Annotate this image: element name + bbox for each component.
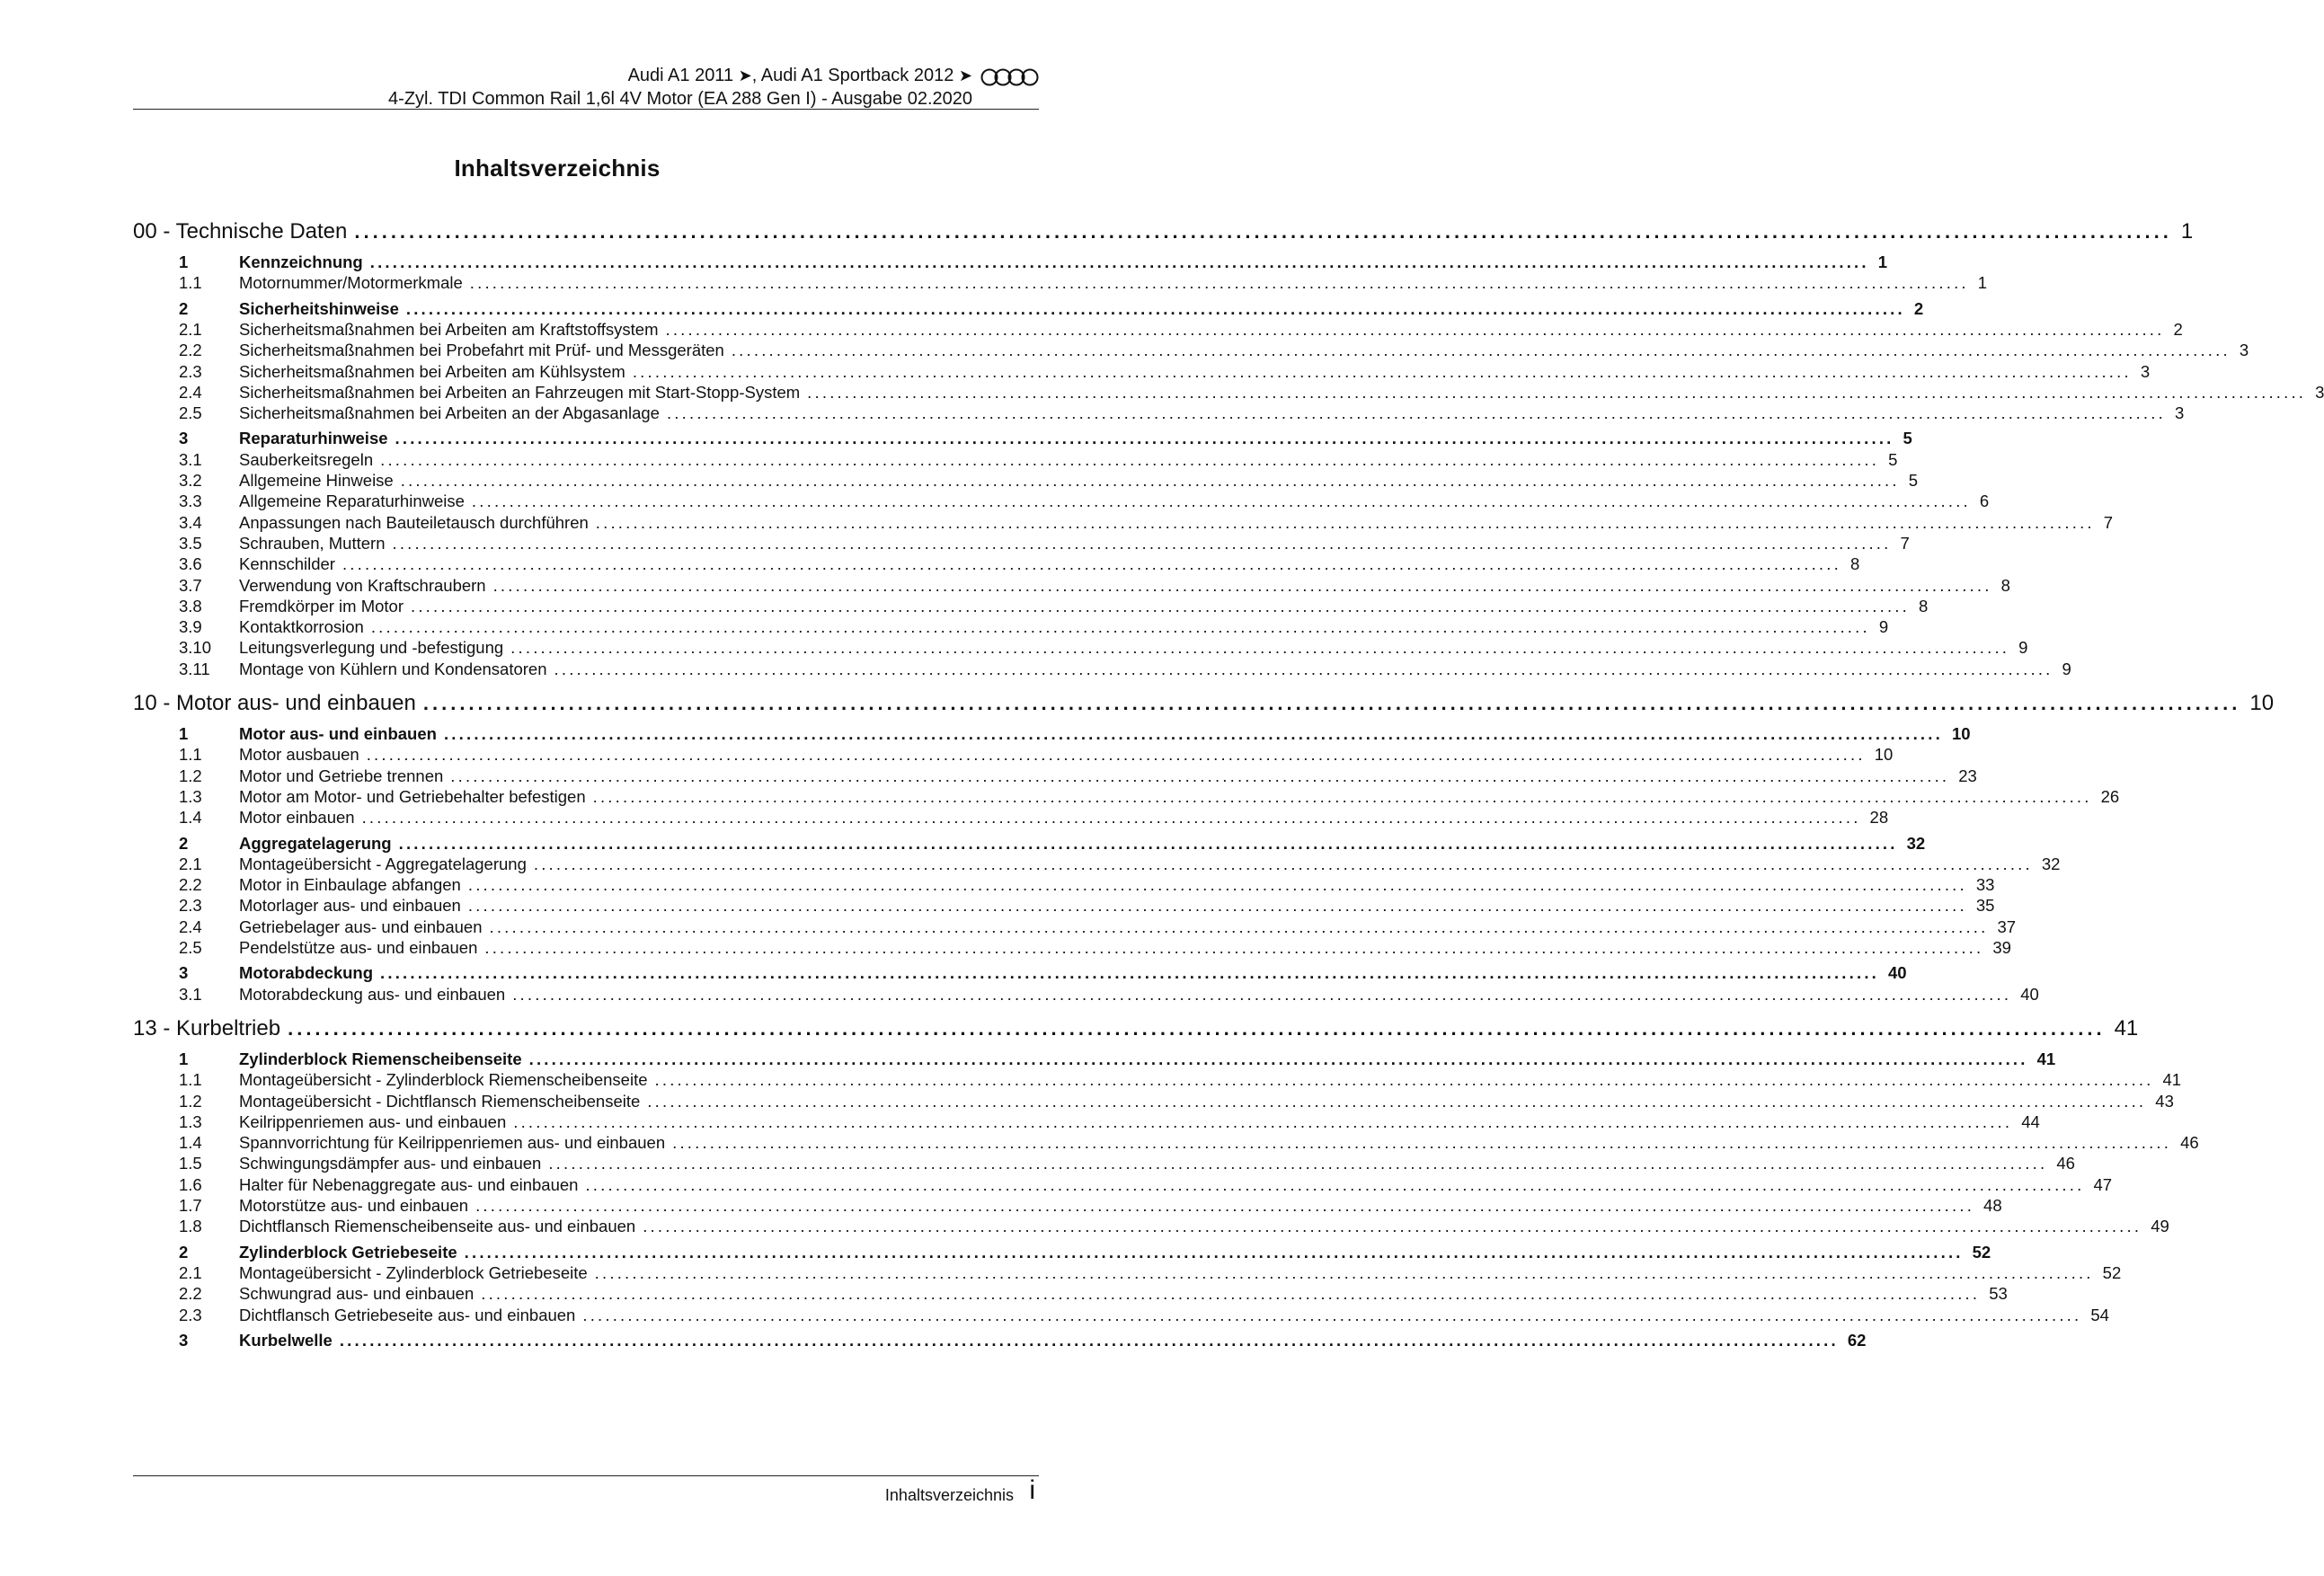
toc-number: 1.2	[179, 1091, 202, 1111]
toc-label: Sicherheitsmaßnahmen bei Arbeiten am Kraftstoffsystem	[239, 319, 659, 339]
toc-number: 3	[179, 1330, 189, 1350]
toc-label: Montage von Kühlern und Kondensatoren	[239, 659, 547, 678]
toc-label: Schwungrad aus- und einbauen	[239, 1284, 475, 1304]
toc-number: 3.7	[179, 575, 202, 595]
toc-leader-dots: ........................................................................................................................................................................................................	[807, 382, 2307, 402]
toc-label: Sicherheitsmaßnahmen bei Arbeiten an Fahrzeugen mit Start-Stopp-System	[239, 382, 801, 402]
header-line-2: 4-Zyl. TDI Common Rail 1,6l 4V Motor (EA 288 Gen I) - Ausgabe 02.2020	[388, 89, 972, 109]
header-rule	[133, 109, 1039, 110]
toc-label: Dichtflansch Getriebeseite aus- und einbauen	[239, 1305, 576, 1324]
toc-label: Halter für Nebenaggregate aus- und einbauen	[239, 1174, 579, 1194]
toc-page: 10	[1951, 724, 1971, 743]
toc-sub	[133, 512, 2114, 535]
toc-sub	[133, 1174, 2113, 1197]
toc-leader-dots: ........................................................................................................................................................................................................	[467, 875, 1967, 895]
toc-sub	[133, 896, 1995, 917]
toc-label: Motor in Einbaulage abfangen	[239, 875, 461, 895]
toc-number: 1.1	[179, 1070, 202, 1090]
toc-number: 3.8	[179, 596, 202, 615]
toc-page: 2	[1913, 298, 1924, 318]
toc-sub	[133, 554, 1860, 576]
toc-label: Getriebelager aus- und einbauen	[239, 916, 483, 936]
toc-sub	[133, 1262, 2122, 1285]
toc-page: 7	[1900, 533, 1910, 553]
toc-leader-dots: ........................................................................................................................................................................................................	[643, 1217, 2142, 1236]
toc-leader-dots: ........................................................................................................................................................................................................	[395, 429, 1894, 448]
toc-number: 2.3	[179, 1305, 202, 1324]
toc-leader-dots: ........................................................................................................................................................................................................	[647, 1091, 2147, 1111]
toc-leader-dots: ........................................................................................................................................................................................................	[489, 916, 1989, 936]
toc-leader-dots: ........................................................................................................................................................................................................	[464, 1242, 1964, 1262]
toc-number: 3.3	[179, 491, 202, 511]
toc-number: 1.8	[179, 1217, 202, 1236]
toc-label: Sicherheitsmaßnahmen bei Arbeiten an der Abgasanlage	[239, 403, 660, 423]
toc-leader-dots: ........................................................................................................................................................................................................	[592, 786, 2092, 806]
toc-page: 2	[2173, 319, 2183, 339]
toc-number: 1	[179, 252, 189, 271]
toc-label: Allgemeine Hinweise	[239, 471, 394, 490]
toc-number: 3	[179, 963, 189, 983]
toc-number: 3.6	[179, 554, 202, 574]
toc-number: 3.1	[179, 449, 202, 469]
toc-label: Aggregatelagerung	[239, 833, 392, 853]
toc-page: 8	[1918, 596, 1929, 615]
toc-leader-dots: ........................................................................................................................................................................................................	[510, 638, 2010, 658]
toc-number: 1	[179, 1049, 189, 1068]
toc-sub	[133, 766, 1977, 788]
toc-leader-dots: ........................................................................................................................................................................................................	[380, 449, 1880, 469]
toc-number: 1.4	[179, 808, 202, 828]
toc-label: Fremdkörper im Motor	[239, 596, 404, 615]
toc-sub	[133, 1070, 2182, 1092]
toc-label: Kurbelwelle	[239, 1330, 333, 1350]
toc-chapter	[133, 219, 2194, 246]
toc-label: Motor ausbauen	[239, 745, 359, 765]
toc-label: 10 - Motor aus- und einbauen	[133, 691, 416, 715]
toc-page: 3	[2140, 361, 2151, 381]
toc-number: 2.2	[179, 875, 202, 895]
toc-label: Pendelstütze aus- und einbauen	[239, 938, 478, 957]
toc-sub	[133, 638, 2028, 660]
toc-page: 8	[1849, 554, 1860, 574]
toc-page: 3	[2315, 382, 2324, 402]
toc-leader-dots: ........................................................................................................................................................................................................	[492, 575, 1992, 595]
toc-leader-dots: ........................................................................................................................................................................................................	[361, 808, 1861, 828]
toc-sub	[133, 617, 1889, 639]
toc-leader-dots: ........................................................................................................................................................................................................	[369, 252, 1869, 271]
toc-section	[133, 298, 1924, 321]
toc-number: 3.2	[179, 471, 202, 490]
toc-leader-dots: ........................................................................................................................................................................................................	[450, 766, 1950, 785]
toc-sub	[133, 273, 1988, 295]
toc-page: 35	[1975, 896, 1995, 916]
toc-leader-dots: ........................................................................................................................................................................................................	[443, 724, 1943, 743]
toc-page: 52	[1972, 1242, 1991, 1262]
toc-label: Sauberkeitsregeln	[239, 449, 374, 469]
toc-label: Verwendung von Kraftschraubern	[239, 575, 486, 595]
toc-number: 1.5	[179, 1154, 202, 1173]
toc-page: 62	[1847, 1330, 1867, 1350]
toc-sub	[133, 471, 1919, 492]
toc-number: 3.11	[179, 659, 210, 678]
toc-label: Keilrippenriemen aus- und einbauen	[239, 1111, 507, 1131]
toc-page: 49	[2151, 1217, 2169, 1236]
toc-page: 8	[2000, 575, 2010, 595]
toc-label: Zylinderblock Riemenscheibenseite	[239, 1049, 522, 1068]
toc-label: Allgemeine Reparaturhinweise	[239, 491, 465, 511]
toc-number: 2.2	[179, 341, 202, 360]
toc-page: 47	[2093, 1174, 2113, 1194]
toc-number: 2.1	[179, 854, 202, 873]
toc-section	[133, 1049, 2056, 1071]
toc-page: 28	[1869, 808, 1889, 828]
toc-page: 3	[2239, 341, 2249, 360]
footer-label: Inhaltsverzeichnis	[884, 1486, 1014, 1504]
toc-leader-dots: ........................................................................................................................................................................................................	[528, 1049, 2028, 1068]
toc-label: Kennzeichnung	[239, 252, 363, 271]
toc-page: 7	[2103, 512, 2114, 532]
toc-sub	[133, 916, 2017, 939]
toc-sub	[133, 449, 1898, 472]
toc-sub	[133, 361, 2151, 384]
toc-leader-dots: ........................................................................................................................................................................................................	[484, 938, 1984, 957]
toc-page: 41	[2114, 1015, 2139, 1040]
toc-leader-dots: ........................................................................................................................................................................................................	[398, 833, 1898, 853]
toc-number: 1.1	[179, 273, 202, 293]
toc-section	[133, 429, 1912, 450]
toc-number: 2.4	[179, 916, 202, 936]
toc-number: 1	[179, 724, 189, 743]
toc-page: 5	[1903, 429, 1912, 448]
toc-page: 1	[1877, 252, 1888, 271]
toc-sub	[133, 1154, 2075, 1175]
arrow-right-icon: ➤	[738, 66, 752, 84]
toc-leader-dots: ........................................................................................................................................................................................................	[554, 659, 2053, 678]
toc-leader-dots: ........................................................................................................................................................................................................	[731, 341, 2231, 360]
toc-sub	[133, 382, 2324, 404]
toc-leader-dots: ........................................................................................................................................................................................................	[594, 1262, 2094, 1282]
toc-page: 10	[1874, 745, 1894, 765]
toc-leader-dots: ........................................................................................................................................................................................................	[392, 533, 1892, 553]
toc-section	[133, 252, 1888, 274]
header-model-2: , Audi A1 Sportback 2012	[751, 66, 954, 85]
toc-number: 1.4	[179, 1133, 202, 1153]
toc-number: 2.2	[179, 1284, 202, 1304]
toc-leader-dots: ........................................................................................................................................................................................................	[469, 273, 1969, 293]
toc-sub	[133, 1091, 2174, 1113]
toc-number: 3.5	[179, 533, 202, 553]
toc-leader-dots: ........................................................................................................................................................................................................	[405, 298, 1905, 318]
toc-leader-dots: ........................................................................................................................................................................................................	[672, 1133, 2172, 1153]
toc-sub	[133, 403, 2185, 425]
toc-number: 1.3	[179, 1111, 202, 1131]
toc-sub	[133, 575, 2010, 598]
toc-page: 5	[1908, 471, 1919, 490]
header-model-1: Audi A1 2011	[627, 66, 734, 85]
toc-label: Motor und Getriebe trennen	[239, 766, 444, 785]
toc-page: 5	[1888, 449, 1898, 469]
toc-sub	[133, 1305, 2109, 1327]
header-line-1	[628, 65, 972, 86]
toc-page: 1	[2180, 219, 2194, 243]
toc-sub	[133, 786, 2120, 809]
toc-leader-dots: ........................................................................................................................................................................................................	[380, 963, 1880, 983]
toc-label: Spannvorrichtung für Keilrippenriemen aus- und einbauen	[239, 1133, 666, 1153]
toc-sub	[133, 808, 1889, 829]
toc-number: 2.1	[179, 1262, 202, 1282]
toc-sub	[133, 1111, 2040, 1134]
toc-number: 3.10	[179, 638, 212, 658]
toc-number: 1.6	[179, 1174, 202, 1194]
toc-leader-dots: ........................................................................................................................................................................................................	[512, 984, 2012, 1004]
toc-sub	[133, 854, 2061, 876]
toc-label: Schwingungsdämpfer aus- und einbauen	[239, 1154, 542, 1173]
page-title: Inhaltsverzeichnis	[454, 155, 661, 182]
toc-label: Sicherheitshinweise	[239, 298, 399, 318]
toc-page: 46	[2180, 1133, 2199, 1153]
toc-sub	[133, 1284, 2008, 1306]
toc-number: 2.3	[179, 361, 202, 381]
toc-number: 3.9	[179, 617, 202, 637]
toc-label: Motorabdeckung	[239, 963, 374, 983]
toc-number: 1.2	[179, 766, 202, 785]
toc-sub	[133, 1196, 2002, 1217]
toc-page: 41	[2162, 1070, 2182, 1090]
toc-sub	[133, 745, 1894, 766]
toc-page: 23	[1958, 766, 1977, 785]
footer-page-number: i	[1029, 1475, 1035, 1505]
toc-page: 32	[1906, 833, 1926, 853]
audi-rings-logo	[980, 67, 1039, 87]
toc-label: Motorabdeckung aus- und einbauen	[239, 984, 506, 1004]
toc-sub	[133, 1217, 2169, 1238]
toc-label: Motor einbauen	[239, 808, 355, 828]
toc-label: Montageübersicht - Dichtflansch Riemenscheibenseite	[239, 1091, 641, 1111]
toc-label: Motornummer/Motormerkmale	[239, 273, 463, 293]
toc-page: 46	[2056, 1154, 2075, 1173]
toc-number: 2.1	[179, 319, 202, 339]
toc-leader-dots: ........................................................................................................................................................................................................	[595, 512, 2095, 532]
toc-label: Motorstütze aus- und einbauen	[239, 1196, 469, 1215]
toc-label: Kennschilder	[239, 554, 335, 574]
toc-number: 3.4	[179, 512, 202, 532]
toc-label: Sicherheitsmaßnahmen bei Arbeiten am Kühlsystem	[239, 361, 625, 381]
toc-sub	[133, 596, 1929, 618]
footer-rule	[133, 1475, 1039, 1476]
toc-leader-dots: ........................................................................................................................................................................................................	[665, 319, 2165, 339]
toc-page: 9	[2018, 638, 2028, 658]
toc-leader-dots: ........................................................................................................................................................................................................	[654, 1070, 2154, 1090]
toc-label: Kontaktkorrosion	[239, 617, 364, 637]
toc-label: Anpassungen nach Bauteiletausch durchführen	[239, 512, 589, 532]
arrow-right-icon: ➤	[958, 66, 972, 84]
toc-label: 00 - Technische Daten	[133, 219, 348, 243]
toc-leader-dots: ........................................................................................................................................................................................................	[354, 220, 2172, 243]
toc-page: 41	[2036, 1049, 2056, 1068]
toc-sub	[133, 491, 1990, 513]
toc-chapter	[133, 1015, 2139, 1043]
toc-number: 2.3	[179, 896, 202, 916]
toc-leader-dots: ........................................................................................................................................................................................................	[342, 554, 1841, 574]
toc-page: 10	[2249, 691, 2275, 715]
toc-page: 40	[1888, 963, 1907, 983]
toc-label: Zylinderblock Getriebeseite	[239, 1242, 457, 1262]
toc-leader-dots: ........................................................................................................................................................................................................	[585, 1174, 2085, 1194]
toc-chapter	[133, 691, 2275, 718]
toc-leader-dots: ........................................................................................................................................................................................................	[288, 1016, 2106, 1040]
toc-leader-dots: ........................................................................................................................................................................................................	[422, 692, 2241, 714]
toc-number: 3.1	[179, 984, 202, 1004]
toc-leader-dots: ........................................................................................................................................................................................................	[513, 1111, 2013, 1131]
toc-page: 32	[2041, 854, 2061, 873]
toc-page: 26	[2100, 786, 2120, 806]
toc-section	[133, 1242, 1991, 1264]
toc-page: 52	[2102, 1262, 2122, 1282]
toc-number: 2.5	[179, 403, 202, 423]
toc-label: Sicherheitsmaßnahmen bei Probefahrt mit Prüf- und Messgeräten	[239, 341, 724, 360]
toc-leader-dots: ........................................................................................................................................................................................................	[548, 1154, 2048, 1173]
toc-leader-dots: ........................................................................................................................................................................................................	[481, 1284, 1981, 1304]
toc-leader-dots: ........................................................................................................................................................................................................	[400, 471, 1900, 490]
toc-leader-dots: ........................................................................................................................................................................................................	[467, 896, 1967, 916]
toc-label: Motorlager aus- und einbauen	[239, 896, 461, 916]
toc-sub	[133, 659, 2071, 681]
toc-page: 40	[2020, 984, 2039, 1004]
toc-number: 1.1	[179, 745, 202, 765]
toc-sub	[133, 984, 2039, 1006]
toc-sub	[133, 533, 1910, 555]
toc-section	[133, 833, 1926, 855]
toc-leader-dots: ........................................................................................................................................................................................................	[666, 403, 2166, 423]
toc-page: 9	[2062, 659, 2071, 678]
toc-number: 2	[179, 833, 189, 853]
toc-sub	[133, 938, 2011, 960]
toc-label: 13 - Kurbeltrieb	[133, 1015, 281, 1040]
toc-page: 48	[1983, 1196, 2002, 1215]
toc-number: 3	[179, 429, 189, 448]
toc-leader-dots: ........................................................................................................................................................................................................	[582, 1305, 2082, 1324]
toc-page: 53	[1989, 1284, 2008, 1304]
toc-label: Montageübersicht - Zylinderblock Riemenscheibenseite	[239, 1070, 648, 1090]
toc-label: Montageübersicht - Aggregatelagerung	[239, 854, 527, 873]
toc-leader-dots: ........................................................................................................................................................................................................	[370, 617, 1870, 637]
toc-label: Motor am Motor- und Getriebehalter befestigen	[239, 786, 586, 806]
toc-section	[133, 1330, 1867, 1352]
toc-label: Reparaturhinweise	[239, 429, 388, 448]
toc-page: 1	[1977, 273, 1988, 293]
toc-page: 39	[1992, 938, 2011, 957]
toc-number: 2	[179, 298, 189, 318]
toc-sub	[133, 1133, 2199, 1155]
toc-label: Schrauben, Muttern	[239, 533, 386, 553]
toc-leader-dots: ........................................................................................................................................................................................................	[475, 1196, 1975, 1215]
toc-sub	[133, 875, 1995, 897]
toc-label: Montageübersicht - Zylinderblock Getriebeseite	[239, 1262, 588, 1282]
toc-number: 1.7	[179, 1196, 202, 1215]
toc-sub	[133, 319, 2183, 341]
toc-leader-dots: ........................................................................................................................................................................................................	[632, 361, 2132, 381]
toc-page: 37	[1997, 916, 2017, 936]
toc-section	[133, 724, 1971, 746]
toc-leader-dots: ........................................................................................................................................................................................................	[339, 1330, 1839, 1350]
toc-label: Leitungsverlegung und -befestigung	[239, 638, 504, 658]
toc-leader-dots: ........................................................................................................................................................................................................	[410, 596, 1910, 615]
toc-section	[133, 963, 1907, 985]
toc-leader-dots: ........................................................................................................................................................................................................	[366, 745, 1866, 765]
toc-page: 9	[1878, 617, 1889, 637]
toc-number: 2.5	[179, 938, 202, 957]
toc-leader-dots: ........................................................................................................................................................................................................	[471, 491, 1971, 511]
toc-page: 43	[2155, 1091, 2174, 1111]
toc-label: Motor aus- und einbauen	[239, 724, 437, 743]
toc-page: 54	[2090, 1305, 2109, 1324]
toc-page: 6	[1979, 491, 1990, 511]
toc-page: 33	[1975, 875, 1995, 895]
toc-label: Dichtflansch Riemenscheibenseite aus- und einbauen	[239, 1217, 636, 1236]
toc-page: 44	[2021, 1111, 2040, 1131]
toc-page: 3	[2174, 403, 2185, 423]
toc-sub	[133, 341, 2249, 362]
toc-number: 2.4	[179, 382, 202, 402]
toc-leader-dots: ........................................................................................................................................................................................................	[533, 854, 2033, 873]
toc-number: 1.3	[179, 786, 202, 806]
toc-number: 2	[179, 1242, 189, 1262]
